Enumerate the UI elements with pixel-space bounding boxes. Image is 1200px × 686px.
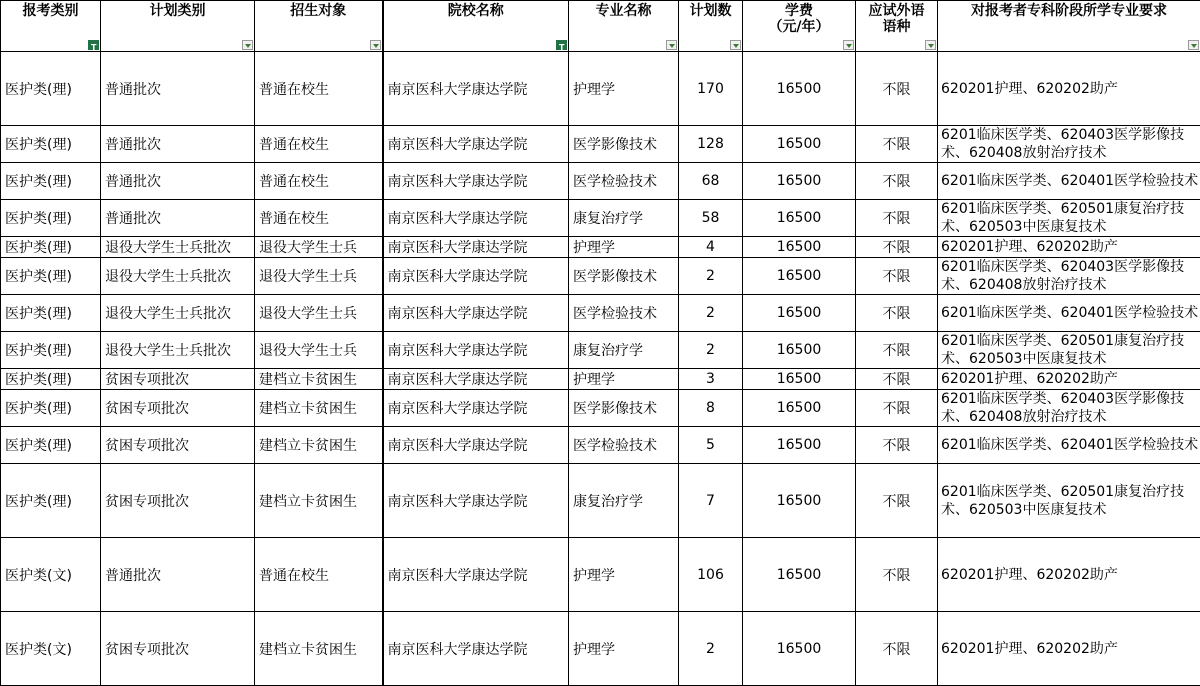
cell-school[interactable]: 南京医科大学康达学院 xyxy=(383,52,569,126)
cell-plan-count[interactable]: 4 xyxy=(679,237,743,258)
cell-requirement[interactable]: 6201临床医学类、620403医学影像技术、620408放射治疗技术 xyxy=(938,390,1200,427)
cell-plan-type[interactable]: 普通批次 xyxy=(101,538,255,612)
cell-target[interactable]: 普通在校生 xyxy=(255,163,383,200)
cell-requirement[interactable]: 6201临床医学类、620401医学检验技术 xyxy=(938,163,1200,200)
cell-plan-type[interactable]: 普通批次 xyxy=(101,200,255,237)
cell-target[interactable]: 普通在校生 xyxy=(255,538,383,612)
cell-language[interactable]: 不限 xyxy=(856,369,938,390)
cell-school[interactable]: 南京医科大学康达学院 xyxy=(383,258,569,295)
cell-plan-count[interactable]: 2 xyxy=(679,332,743,369)
cell-category[interactable]: 医护类(理) xyxy=(1,369,101,390)
table-row xyxy=(1,427,1200,464)
cell-category[interactable]: 医护类(文) xyxy=(1,538,101,612)
cell-school[interactable]: 南京医科大学康达学院 xyxy=(383,464,569,538)
cell-category[interactable]: 医护类(理) xyxy=(1,163,101,200)
cell-tuition[interactable]: 16500 xyxy=(743,464,856,538)
cell-plan-type[interactable]: 贫困专项批次 xyxy=(101,612,255,686)
cell-category[interactable]: 医护类(理) xyxy=(1,464,101,538)
filter-dropdown-icon[interactable] xyxy=(1188,40,1199,50)
table-row xyxy=(1,258,1200,295)
filter-dropdown-icon[interactable] xyxy=(730,40,741,50)
header-requirement xyxy=(938,1,1200,52)
cell-plan-count[interactable]: 8 xyxy=(679,390,743,427)
header-label: 招生对象 xyxy=(255,3,382,19)
cell-school[interactable]: 南京医科大学康达学院 xyxy=(383,163,569,200)
header-label: 院校名称 xyxy=(384,3,569,19)
cell-major[interactable]: 医学影像技术 xyxy=(569,390,679,427)
header-major xyxy=(569,1,679,52)
table-row xyxy=(1,52,1200,126)
cell-language[interactable]: 不限 xyxy=(856,200,938,237)
cell-requirement[interactable]: 6201临床医学类、620401医学检验技术 xyxy=(938,295,1200,332)
cell-language[interactable]: 不限 xyxy=(856,295,938,332)
cell-tuition[interactable]: 16500 xyxy=(743,237,856,258)
header-tuition xyxy=(743,1,856,52)
header-target xyxy=(255,1,383,52)
cell-plan-count[interactable]: 128 xyxy=(679,126,743,163)
cell-requirement[interactable]: 6201临床医学类、620501康复治疗技术、620503中医康复技术 xyxy=(938,464,1200,538)
cell-school[interactable]: 南京医科大学康达学院 xyxy=(383,295,569,332)
cell-language[interactable]: 不限 xyxy=(856,258,938,295)
cell-category[interactable]: 医护类(理) xyxy=(1,126,101,163)
cell-category[interactable]: 医护类(理) xyxy=(1,237,101,258)
cell-language[interactable]: 不限 xyxy=(856,237,938,258)
filter-dropdown-icon[interactable] xyxy=(843,40,854,50)
cell-plan-type[interactable]: 退役大学生士兵批次 xyxy=(101,332,255,369)
cell-plan-type[interactable]: 普通批次 xyxy=(101,52,255,126)
table-row xyxy=(1,295,1200,332)
cell-plan-type[interactable]: 贫困专项批次 xyxy=(101,390,255,427)
cell-plan-count[interactable]: 3 xyxy=(679,369,743,390)
cell-plan-type[interactable]: 退役大学生士兵批次 xyxy=(101,295,255,332)
header-category xyxy=(1,1,101,52)
cell-target[interactable]: 建档立卡贫困生 xyxy=(255,464,383,538)
cell-target[interactable]: 建档立卡贫困生 xyxy=(255,390,383,427)
cell-language[interactable]: 不限 xyxy=(856,126,938,163)
header-row xyxy=(1,1,1200,52)
cell-requirement[interactable]: 6201临床医学类、620403医学影像技术、620408放射治疗技术 xyxy=(938,126,1200,163)
cell-plan-count[interactable]: 7 xyxy=(679,464,743,538)
header-label: 专业名称 xyxy=(569,3,678,19)
cell-category[interactable]: 医护类(理) xyxy=(1,200,101,237)
filter-dropdown-icon[interactable] xyxy=(88,40,99,50)
cell-target[interactable]: 退役大学生士兵 xyxy=(255,332,383,369)
cell-major[interactable]: 护理学 xyxy=(569,369,679,390)
cell-category[interactable]: 医护类(文) xyxy=(1,612,101,686)
cell-language[interactable]: 不限 xyxy=(856,390,938,427)
filter-dropdown-icon[interactable] xyxy=(370,40,381,50)
cell-plan-count[interactable]: 2 xyxy=(679,612,743,686)
header-label: 报考类别 xyxy=(1,3,100,19)
cell-language[interactable]: 不限 xyxy=(856,52,938,126)
cell-plan-type[interactable]: 普通批次 xyxy=(101,163,255,200)
cell-requirement[interactable]: 620201护理、620202助产 xyxy=(938,52,1200,126)
cell-category[interactable]: 医护类(理) xyxy=(1,427,101,464)
cell-tuition[interactable]: 16500 xyxy=(743,200,856,237)
cell-target[interactable]: 退役大学生士兵 xyxy=(255,258,383,295)
filter-dropdown-icon[interactable] xyxy=(556,40,567,50)
cell-school[interactable]: 南京医科大学康达学院 xyxy=(383,390,569,427)
cell-plan-type[interactable]: 贫困专项批次 xyxy=(101,369,255,390)
cell-school[interactable]: 南京医科大学康达学院 xyxy=(383,427,569,464)
cell-plan-count[interactable]: 5 xyxy=(679,427,743,464)
cell-language[interactable]: 不限 xyxy=(856,427,938,464)
filter-dropdown-icon[interactable] xyxy=(925,40,936,50)
cell-major[interactable]: 医学检验技术 xyxy=(569,427,679,464)
cell-major[interactable]: 护理学 xyxy=(569,538,679,612)
cell-plan-count[interactable]: 106 xyxy=(679,538,743,612)
table-row xyxy=(1,464,1200,538)
table-row xyxy=(1,612,1200,686)
cell-target[interactable]: 普通在校生 xyxy=(255,200,383,237)
cell-major[interactable]: 康复治疗学 xyxy=(569,332,679,369)
cell-tuition[interactable]: 16500 xyxy=(743,612,856,686)
cell-language[interactable]: 不限 xyxy=(856,612,938,686)
cell-school[interactable]: 南京医科大学康达学院 xyxy=(383,200,569,237)
cell-plan-type[interactable]: 退役大学生士兵批次 xyxy=(101,258,255,295)
cell-requirement[interactable]: 6201临床医学类、620501康复治疗技术、620503中医康复技术 xyxy=(938,200,1200,237)
cell-plan-count[interactable]: 58 xyxy=(679,200,743,237)
cell-tuition[interactable]: 16500 xyxy=(743,390,856,427)
cell-major[interactable]: 护理学 xyxy=(569,52,679,126)
cell-plan-type[interactable]: 贫困专项批次 xyxy=(101,464,255,538)
cell-tuition[interactable]: 16500 xyxy=(743,52,856,126)
cell-school[interactable]: 南京医科大学康达学院 xyxy=(383,612,569,686)
cell-target[interactable]: 普通在校生 xyxy=(255,126,383,163)
cell-major[interactable]: 医学检验技术 xyxy=(569,163,679,200)
cell-school[interactable]: 南京医科大学康达学院 xyxy=(383,538,569,612)
header-label: 应试外语 语种 xyxy=(856,3,937,35)
cell-category[interactable]: 医护类(理) xyxy=(1,52,101,126)
cell-plan-count[interactable]: 170 xyxy=(679,52,743,126)
header-label: 对报考者专科阶段所学专业要求 xyxy=(938,3,1200,19)
cell-plan-count[interactable]: 68 xyxy=(679,163,743,200)
cell-category[interactable]: 医护类(理) xyxy=(1,295,101,332)
cell-requirement[interactable]: 620201护理、620202助产 xyxy=(938,237,1200,258)
table-row xyxy=(1,237,1200,258)
cell-requirement[interactable]: 6201临床医学类、620403医学影像技术、620408放射治疗技术 xyxy=(938,258,1200,295)
cell-tuition[interactable]: 16500 xyxy=(743,427,856,464)
cell-requirement[interactable]: 6201临床医学类、620501康复治疗技术、620503中医康复技术 xyxy=(938,332,1200,369)
cell-language[interactable]: 不限 xyxy=(856,332,938,369)
cell-tuition[interactable]: 16500 xyxy=(743,332,856,369)
header-language xyxy=(856,1,938,52)
cell-major[interactable]: 康复治疗学 xyxy=(569,464,679,538)
cell-requirement[interactable]: 620201护理、620202助产 xyxy=(938,538,1200,612)
cell-major[interactable]: 医学检验技术 xyxy=(569,295,679,332)
cell-target[interactable]: 退役大学生士兵 xyxy=(255,237,383,258)
header-label: 计划数 xyxy=(679,3,742,19)
cell-tuition[interactable]: 16500 xyxy=(743,369,856,390)
cell-requirement[interactable]: 6201临床医学类、620401医学检验技术 xyxy=(938,427,1200,464)
cell-language[interactable]: 不限 xyxy=(856,538,938,612)
cell-target[interactable]: 建档立卡贫困生 xyxy=(255,427,383,464)
table-row xyxy=(1,200,1200,237)
cell-school[interactable]: 南京医科大学康达学院 xyxy=(383,237,569,258)
cell-school[interactable]: 南京医科大学康达学院 xyxy=(383,369,569,390)
cell-target[interactable]: 建档立卡贫困生 xyxy=(255,369,383,390)
cell-target[interactable]: 退役大学生士兵 xyxy=(255,295,383,332)
cell-tuition[interactable]: 16500 xyxy=(743,258,856,295)
cell-plan-count[interactable]: 2 xyxy=(679,295,743,332)
table-body xyxy=(1,52,1200,686)
cell-major[interactable]: 护理学 xyxy=(569,612,679,686)
filter-dropdown-icon[interactable] xyxy=(666,40,677,50)
cell-tuition[interactable]: 16500 xyxy=(743,163,856,200)
filter-dropdown-icon[interactable] xyxy=(242,40,253,50)
cell-category[interactable]: 医护类(理) xyxy=(1,332,101,369)
cell-plan-count[interactable]: 2 xyxy=(679,258,743,295)
cell-major[interactable]: 医学影像技术 xyxy=(569,126,679,163)
cell-requirement[interactable]: 620201护理、620202助产 xyxy=(938,369,1200,390)
cell-tuition[interactable]: 16500 xyxy=(743,538,856,612)
cell-requirement[interactable]: 620201护理、620202助产 xyxy=(938,612,1200,686)
cell-plan-type[interactable]: 贫困专项批次 xyxy=(101,427,255,464)
cell-language[interactable]: 不限 xyxy=(856,163,938,200)
cell-tuition[interactable]: 16500 xyxy=(743,295,856,332)
cell-school[interactable]: 南京医科大学康达学院 xyxy=(383,332,569,369)
table-row xyxy=(1,369,1200,390)
cell-major[interactable]: 护理学 xyxy=(569,237,679,258)
header-plan-type xyxy=(101,1,255,52)
cell-category[interactable]: 医护类(理) xyxy=(1,258,101,295)
cell-category[interactable]: 医护类(理) xyxy=(1,390,101,427)
cell-language[interactable]: 不限 xyxy=(856,464,938,538)
header-plan-count xyxy=(679,1,743,52)
cell-plan-type[interactable]: 退役大学生士兵批次 xyxy=(101,237,255,258)
table-row xyxy=(1,332,1200,369)
table-row xyxy=(1,390,1200,427)
header-label: 计划类别 xyxy=(101,3,254,19)
header-label: 学费 （元/年） xyxy=(743,3,855,35)
header-school xyxy=(383,1,569,52)
cell-target[interactable]: 建档立卡贫困生 xyxy=(255,612,383,686)
cell-major[interactable]: 医学影像技术 xyxy=(569,258,679,295)
cell-major[interactable]: 康复治疗学 xyxy=(569,200,679,237)
cell-tuition[interactable]: 16500 xyxy=(743,126,856,163)
table-row xyxy=(1,163,1200,200)
table-row xyxy=(1,538,1200,612)
cell-target[interactable]: 普通在校生 xyxy=(255,52,383,126)
table-row xyxy=(1,126,1200,163)
cell-school[interactable]: 南京医科大学康达学院 xyxy=(383,126,569,163)
cell-plan-type[interactable]: 普通批次 xyxy=(101,126,255,163)
